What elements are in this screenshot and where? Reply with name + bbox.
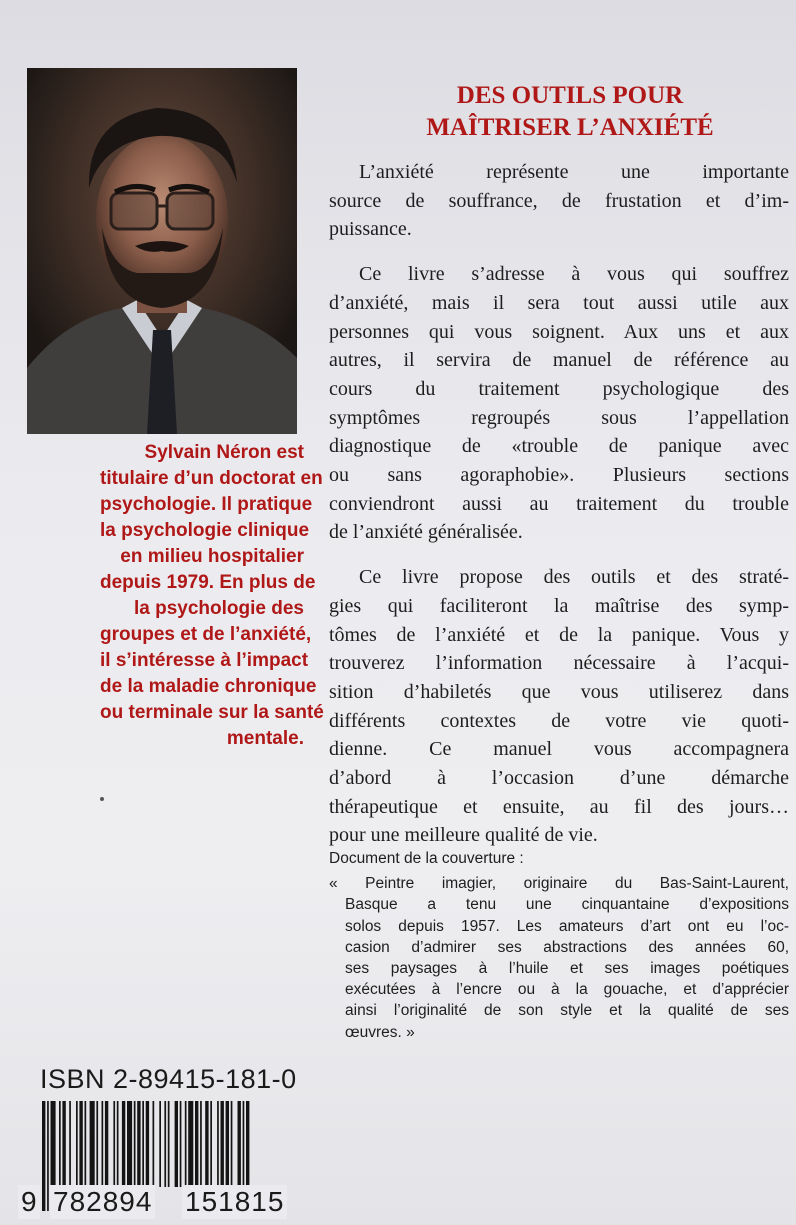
- bio-line: la psychologie clinique: [100, 520, 310, 541]
- barcode-bar: [195, 1101, 198, 1187]
- paragraph-2: [329, 260, 789, 547]
- text-line: thérapeutique et ensuite, au fil des jours…: [329, 795, 789, 818]
- text-line: pour une meilleure qualité de vie.: [329, 824, 598, 847]
- barcode-bar: [134, 1101, 136, 1187]
- barcode-bar: [210, 1101, 212, 1187]
- text-line: source de souffrance, de frustation et d’im-: [329, 189, 789, 212]
- barcode-bar: [127, 1101, 132, 1187]
- barcode-bar: [180, 1101, 182, 1187]
- text-line: cours du traitement psychologique des: [329, 377, 789, 400]
- barcode-bar: [142, 1101, 144, 1187]
- author-photo: [27, 68, 297, 434]
- text-line: différents contextes de votre vie quoti-: [329, 709, 789, 732]
- cover-document-note: [329, 848, 789, 1043]
- barcode-bar: [62, 1101, 65, 1187]
- text-line: dienne. Ce manuel vous accompagnera: [329, 738, 789, 761]
- barcode-bar: [226, 1101, 229, 1187]
- title-line-2: MAÎTRISER L’ANXIÉTÉ: [426, 114, 714, 141]
- bio-line: la psychologie des: [134, 598, 304, 619]
- bio-line: groupes et de l’anxiété,: [100, 624, 312, 645]
- book-title: [400, 80, 740, 144]
- barcode-bar: [96, 1101, 98, 1187]
- barcode-bar: [117, 1101, 119, 1187]
- barcode-bar: [105, 1101, 108, 1187]
- barcode-bar: [79, 1101, 82, 1187]
- barcode-bar: [85, 1101, 87, 1187]
- text-line: ou sans agoraphobie». Plusieurs sections: [329, 464, 789, 487]
- back-cover-description: [329, 158, 789, 866]
- barcode-bar: [69, 1101, 71, 1187]
- barcode-bar: [102, 1101, 104, 1187]
- text-line: Ce livre propose des outils et des straté-: [359, 566, 789, 589]
- barcode-bar: [164, 1101, 166, 1187]
- text-line: d’anxiété, mais il sera tout aussi utile aux: [329, 291, 789, 314]
- barcode-bar: [205, 1101, 208, 1187]
- barcode-bar: [221, 1101, 224, 1187]
- barcode-digits-right: 151815: [182, 1185, 287, 1219]
- bio-line: titulaire d’un doctorat en: [100, 468, 323, 489]
- text-line: œuvres. »: [345, 1023, 415, 1041]
- text-line: solos depuis 1957. Les amateurs d’art ont eu l’oc-: [345, 917, 789, 935]
- bio-line: de la maladie chronique: [100, 676, 317, 697]
- barcode-bar: [243, 1101, 245, 1187]
- paragraph-3: [329, 563, 789, 850]
- text-line: d’abord à l’occasion d’une démarche: [329, 767, 789, 790]
- barcode-bar: [137, 1101, 140, 1187]
- bio-line: Sylvain Néron est: [144, 442, 304, 463]
- barcode-bar: [231, 1101, 233, 1187]
- barcode-bar: [188, 1101, 193, 1187]
- text-line: gies qui faciliteront la maîtrise des symp-: [329, 594, 789, 617]
- cover-document-heading: Document de la couverture :: [329, 850, 524, 867]
- text-line: symptômes regroupés sous l’appellation: [329, 406, 789, 429]
- barcode-bar: [113, 1101, 115, 1187]
- bio-line: ou terminale sur la santé: [100, 702, 324, 723]
- barcode-bar: [51, 1101, 56, 1187]
- isbn-label: ISBN 2-89415-181-0: [40, 1064, 297, 1094]
- text-line: exécutées à l’encre ou à la gouache, et d’apprécier: [345, 981, 789, 999]
- barcode-bar: [42, 1101, 45, 1211]
- text-line: sition d’habiletés que vous utiliserez dans: [329, 680, 789, 703]
- text-line: trouverez l’information nécessaire à l’acqui-: [329, 652, 789, 675]
- barcode-bar: [59, 1101, 61, 1187]
- barcode-bar: [76, 1101, 78, 1187]
- title-line-1: DES OUTILS POUR: [456, 82, 684, 109]
- author-bio: [100, 440, 324, 752]
- barcode-bar: [185, 1101, 187, 1187]
- text-line: ainsi l’originalité de son style et la qualité de ses: [345, 1002, 789, 1020]
- barcode-digits-left: 782894: [50, 1185, 155, 1219]
- text-line: diagnostique de «trouble de panique avec: [329, 435, 789, 458]
- bio-line: mentale.: [226, 728, 304, 749]
- text-line: « Peintre imagier, originaire du Bas-Saint-Laurent,: [329, 875, 789, 893]
- text-line: puissance.: [329, 218, 412, 241]
- text-line: personnes qui vous soignent. Aux uns et aux: [329, 320, 789, 343]
- barcode-bar: [159, 1101, 161, 1187]
- bio-line: depuis 1979. En plus de: [100, 572, 316, 593]
- text-line: casion d’admirer ses abstractions des années 60,: [345, 938, 789, 956]
- text-line: autres, il servira de manuel de référence au: [329, 349, 789, 372]
- barcode-first-digit: 9: [18, 1185, 40, 1219]
- barcode-bar: [90, 1101, 95, 1187]
- barcode-bar: [238, 1101, 241, 1187]
- text-line: Basque a tenu une cinquantaine d’expositions: [345, 896, 789, 914]
- text-line: tômes de l’anxiété et de la panique. Vous y: [329, 623, 789, 646]
- paragraph-1: [329, 158, 789, 244]
- printing-speck: [100, 797, 104, 801]
- barcode-bar: [168, 1101, 170, 1187]
- barcode-bar: [47, 1101, 49, 1211]
- barcode-bar: [122, 1101, 125, 1187]
- text-line: ses paysages à l’huile et ses images poétiques: [345, 960, 789, 978]
- barcode-bar: [200, 1101, 202, 1187]
- bio-line: en milieu hospitalier: [120, 546, 304, 567]
- bio-line: psychologie. Il pratique: [100, 494, 313, 515]
- text-line: conviendront aussi au traitement du trouble: [329, 492, 789, 515]
- text-line: L’anxiété représente une importante: [359, 161, 789, 183]
- text-line: Ce livre s’adresse à vous qui souffrez: [359, 263, 789, 286]
- barcode-bar: [175, 1101, 178, 1187]
- barcode-bar: [217, 1101, 219, 1187]
- text-line: de l’anxiété généralisée.: [329, 521, 523, 544]
- bio-line: il s’intéresse à l’impact: [100, 650, 309, 671]
